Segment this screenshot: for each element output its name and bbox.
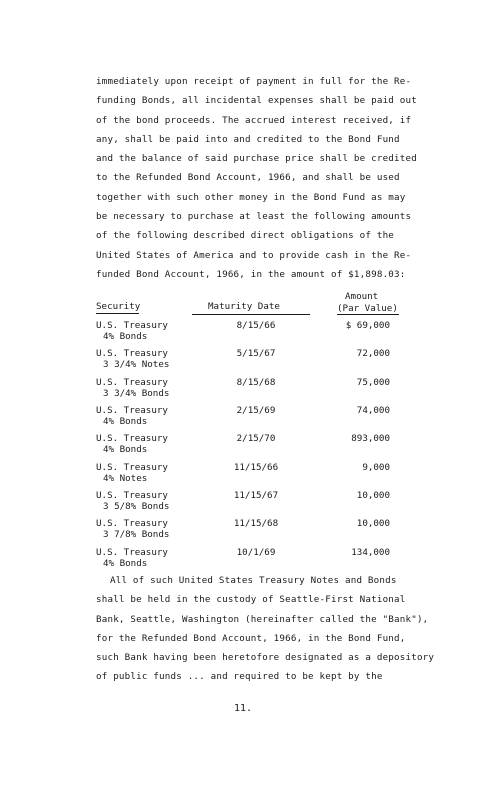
text-line: be necessary to purchase at least the following amounts [96,211,412,223]
paragraph-custody [96,571,435,687]
amount-cell: 74,000 [356,405,390,416]
amount-cell: 10,000 [356,518,390,529]
amount-cell: 893,000 [351,433,390,444]
text-line: to the Refunded Bond Account, 1966, and shall be used [96,172,400,184]
column-header-maturity-date: Maturity Date [208,301,280,312]
amount-cell: 134,000 [351,547,390,558]
maturity-cell: 10/1/69 [236,547,276,558]
security-cell: U.S. Treasury 4% Notes [96,462,168,484]
security-cell: U.S. Treasury 4% Bonds [96,405,168,427]
table-row [96,518,416,544]
text-line: Bank, Seattle, Washington (hereinafter called the "Bank"), [96,613,429,625]
maturity-cell: 8/15/68 [236,377,276,388]
text-line: of the following described direct obligations of the [96,230,395,242]
column-header-security: Security [96,301,141,312]
amount-cell: $ 69,000 [345,320,390,331]
column-header-amount: Amount [345,291,379,302]
maturity-cell: 8/15/66 [236,320,276,331]
header-underline [337,314,399,315]
paragraph-refunding-proceeds [96,72,426,284]
security-cell: U.S. Treasury 3 5/8% Bonds [96,490,170,512]
table-row [96,405,416,431]
amount-cell: 75,000 [356,377,390,388]
text-line: funded Bond Account, 1966, in the amount of $1,898.03: [96,268,406,280]
maturity-cell: 11/15/67 [233,490,279,501]
text-line: any, shall be paid into and credited to the Bond Fund [96,133,400,145]
maturity-cell: 2/15/70 [236,433,276,444]
security-cell: U.S. Treasury 4% Bonds [96,320,168,342]
amount-cell: 10,000 [356,490,390,501]
table-row [96,377,416,403]
maturity-cell: 5/15/67 [236,348,276,359]
amount-cell: 72,000 [356,348,390,359]
table-row [96,433,416,459]
text-line: for the Refunded Bond Account, 1966, in the Bond Fund, [96,632,406,644]
text-line: immediately upon receipt of payment in full for the Re- [96,76,412,87]
table-row [96,320,416,346]
text-line: of public funds ... and required to be kept by the [96,671,383,683]
header-underline [96,313,139,314]
text-line: such Bank having been heretofore designated as a depository [96,652,435,664]
maturity-cell: 11/15/66 [233,462,279,473]
header-underline [192,314,310,315]
table-row [96,348,416,374]
text-line: shall be held in the custody of Seattle-First National [96,594,406,606]
security-cell: U.S. Treasury 3 3/4% Bonds [96,377,170,399]
security-cell: U.S. Treasury 4% Bonds [96,433,168,455]
amount-cell: 9,000 [362,462,390,473]
text-line: together with such other money in the Bond Fund as may [96,191,406,203]
text-line: and the balance of said purchase price shall be credited [96,153,417,165]
page-number: 11. [233,703,253,714]
column-header-par-value: (Par Value) [337,303,398,314]
maturity-cell: 11/15/68 [233,518,279,529]
text-line: of the bond proceeds. The accrued interest received, if [96,114,412,126]
text-line: United States of America and to provide cash in the Re- [96,249,412,261]
table-row [96,462,416,488]
table-row [96,490,416,516]
security-cell: U.S. Treasury 3 7/8% Bonds [96,518,170,540]
security-cell: U.S. Treasury 4% Bonds [96,547,168,569]
security-cell: U.S. Treasury 3 3/4% Notes [96,348,170,370]
text-line: funding Bonds, all incidental expenses shall be paid out [96,95,417,107]
maturity-cell: 2/15/69 [236,405,276,416]
table-row [96,547,416,573]
text-line: All of such United States Treasury Notes and Bonds [110,575,397,586]
